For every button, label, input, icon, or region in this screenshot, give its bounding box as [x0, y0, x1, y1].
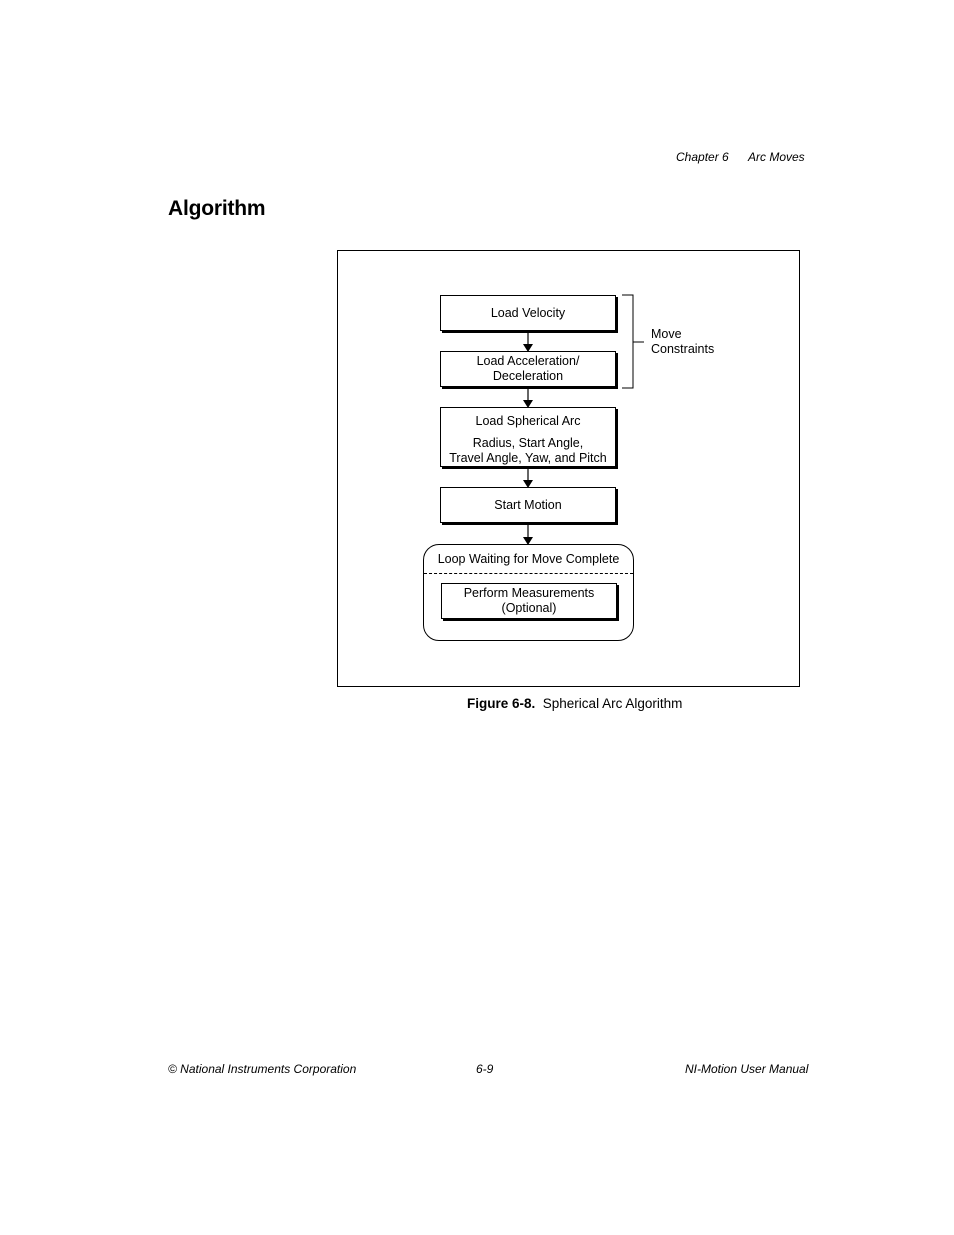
move-constraints-label: [651, 327, 714, 357]
footer-manual-title: NI-Motion User Manual: [685, 1062, 809, 1076]
figure-caption: [467, 696, 682, 711]
section-title: Algorithm: [168, 197, 266, 220]
load-acceleration-label-line2: Deceleration: [492, 369, 564, 383]
load-velocity-box: [440, 295, 616, 331]
footer-copyright: © National Instruments Corporation: [168, 1062, 357, 1076]
loop-container: [423, 544, 634, 641]
load-spherical-arc-box: [440, 407, 616, 467]
header-chapter: Chapter 6: [676, 150, 729, 164]
move-constraints-bracket: [622, 295, 644, 388]
footer-page-number: 6-9: [476, 1062, 494, 1076]
load-velocity-label: Load Velocity: [490, 305, 566, 320]
loop-divider: [424, 573, 633, 574]
figure-caption-label: Figure 6-8.: [467, 696, 536, 711]
loop-label: Loop Waiting for Move Complete: [437, 552, 620, 566]
load-acceleration-box: [440, 351, 616, 387]
start-motion-label: Start Motion: [494, 497, 562, 512]
load-acceleration-label-line1: Load Acceleration/: [476, 354, 580, 368]
figure-frame: [337, 250, 800, 687]
load-spherical-arc-label: Load Spherical Arc: [475, 414, 581, 428]
header-chapter-title: Arc Moves: [748, 150, 805, 164]
perform-measurements-label-line2: (Optional): [501, 601, 557, 615]
perform-measurements-box: [441, 583, 617, 619]
figure-caption-text: Spherical Arc Algorithm: [542, 696, 683, 711]
load-spherical-arc-params-line2: Travel Angle, Yaw, and Pitch: [449, 451, 607, 465]
load-spherical-arc-params-line1: Radius, Start Angle,: [472, 436, 584, 450]
move-constraints-label-line2: Constraints: [651, 342, 715, 356]
start-motion-box: [440, 487, 616, 523]
move-constraints-label-line1: Move: [651, 327, 682, 341]
perform-measurements-label-line1: Perform Measurements: [463, 586, 595, 600]
